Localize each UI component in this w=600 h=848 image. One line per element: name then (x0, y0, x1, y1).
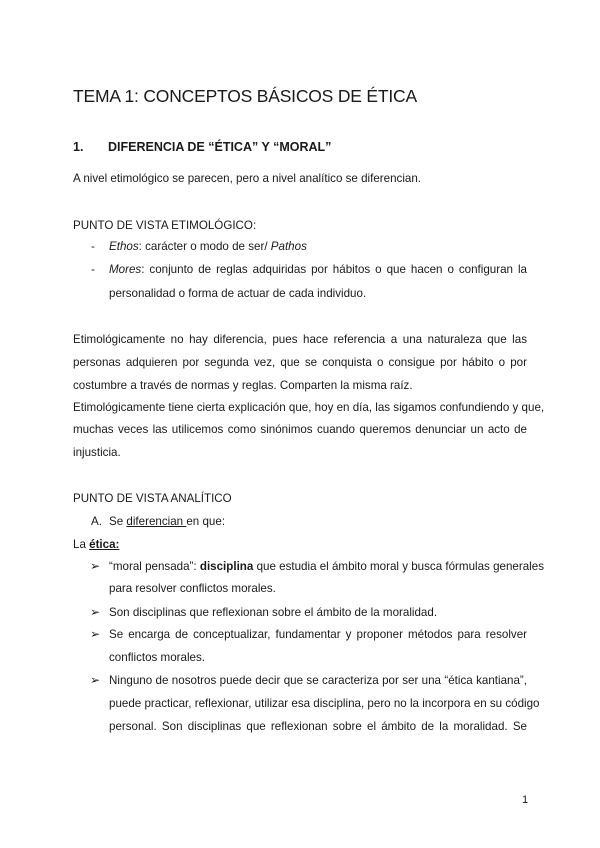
arrow-bullet-icon: ➢ (90, 673, 101, 687)
bullet-2: Son disciplinas que reflexionan sobre el ámbito de la moralidad. (109, 606, 438, 619)
etica-label-pre: La (73, 538, 90, 551)
paragraph-line: Etimológicamente tiene cierta explicación que, hoy en día, las sigamos confundiendo y que, (73, 401, 545, 414)
arrow-bullet-icon: ➢ (90, 559, 101, 573)
arrow-bullet-icon: ➢ (90, 627, 101, 641)
list-item-a (109, 515, 225, 529)
b1-pre: “moral pensada”: (109, 560, 200, 573)
analytical-heading: PUNTO DE VISTA ANALÍTICO (73, 492, 232, 505)
item-a-post: en que: (186, 515, 226, 528)
term-ethos: Ethos (109, 240, 139, 253)
section-heading: DIFERENCIA DE “ÉTICA” Y “MORAL” (108, 140, 332, 154)
bullet-4-line2: puede practicar, reflexionar, utilizar esa disciplina, pero no la incorpora en su código (109, 697, 540, 710)
section-number: 1. (73, 140, 84, 154)
b1-bold: disciplina (199, 560, 254, 573)
b1-post: que estudia el ámbito moral y busca fórmulas generales (253, 560, 544, 573)
bullet-4-line3: personal. Son disciplinas que reflexionan sobre el ámbito de la moralidad. Se (109, 720, 527, 733)
ethos-definition: : carácter o modo de ser/ (138, 240, 271, 253)
item-a-pre: Se (109, 515, 127, 528)
bullet-dash: - (91, 240, 95, 253)
mores-definition-line1: : conjunto de reglas adquiridas por hábitos o que hacen o configuran la (141, 263, 527, 276)
mores-definition-line2: personalidad o forma de actuar de cada individuo. (109, 287, 367, 300)
bullet-3-line1: Se encarga de conceptualizar, fundamentar y proponer métodos para resolver (109, 628, 527, 641)
paragraph-line: muchas veces las utilicemos como sinónimos cuando queremos denunciar un acto de (73, 423, 527, 436)
bullet-1-line1 (109, 560, 544, 574)
paragraph-line: Etimológicamente no hay diferencia, pues hace referencia a una naturaleza que las (73, 333, 527, 346)
list-item-ethos (109, 240, 307, 254)
bullet-dash: - (91, 263, 95, 276)
list-marker-a: A. (91, 515, 102, 528)
arrow-bullet-icon: ➢ (90, 605, 101, 619)
etica-label (73, 538, 119, 552)
etymological-heading: PUNTO DE VISTA ETIMOLÓGICO: (73, 219, 257, 232)
paragraph-line: personas adquieren por segunda vez, que se conquista o consigue por hábito o por (73, 356, 527, 369)
item-a-underlined: diferencian (126, 515, 187, 528)
page-title: TEMA 1: CONCEPTOS BÁSICOS DE ÉTICA (73, 86, 417, 106)
term-mores: Mores (109, 263, 142, 276)
list-item-mores (109, 263, 527, 277)
term-pathos: Pathos (270, 240, 307, 253)
paragraph-line: injusticia. (73, 446, 121, 459)
intro-paragraph: A nivel etimológico se parecen, pero a nivel analítico se diferencian. (73, 172, 422, 185)
bullet-3-line2: conflictos morales. (109, 651, 206, 664)
page-number: 1 (522, 794, 529, 806)
paragraph-line: costumbre a través de normas y reglas. Comparten la misma raíz. (73, 379, 413, 392)
bullet-1-line2: para resolver conflictos morales. (109, 582, 276, 595)
bullet-4-line1: Ninguno de nosotros puede decir que se caracteriza por ser una “ética kantiana”, (109, 674, 527, 687)
etica-label-bold: ética: (89, 538, 120, 551)
